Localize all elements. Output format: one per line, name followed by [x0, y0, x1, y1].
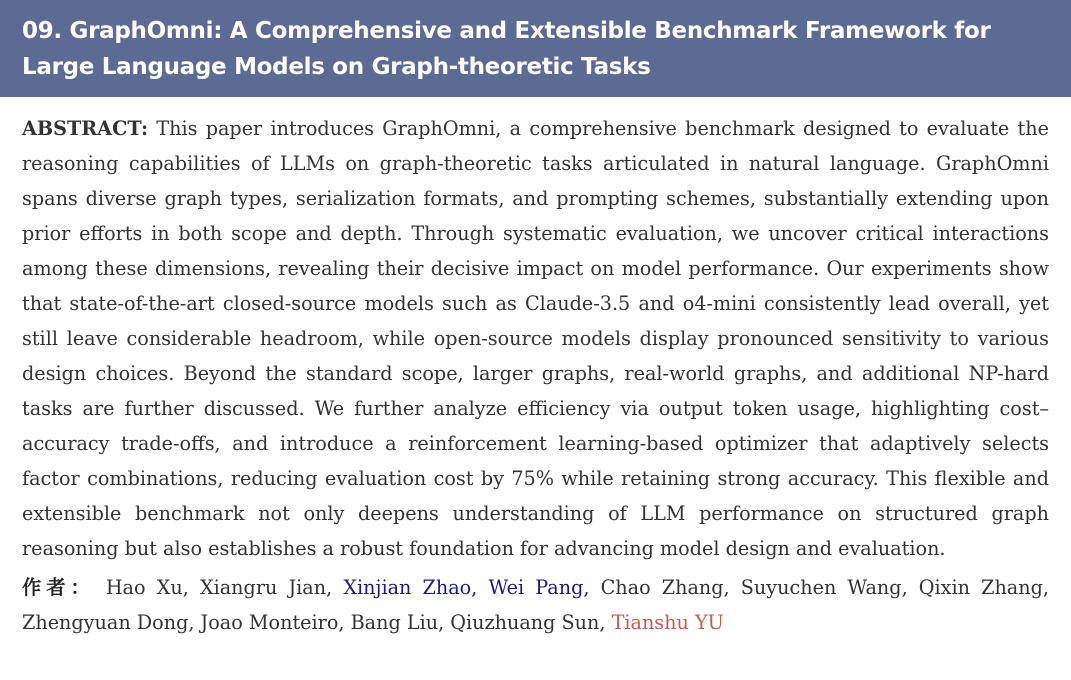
abstract-text: This paper introduces GraphOmni, a comprehensive benchmark designed to evaluate the reasoning capabilities of LLMs on graph-theoretic tasks articulated in natural language. GraphOmni spans diverse graph types, serialization formats, and prompting schemes, substantially extending upon prior efforts in both scope and depth. Through systematic evaluation, we uncover critical interactions among these dimensions, revealing their decisive impact on model performance. Our experiments show that state-of-the-art closed-source models such as Claude-3.5 and o4-mini consistently lead overall, yet still leave considerable headroom, while open-source models display pronounced sensitivity to various design choices. Beyond the standard scope, larger graphs, real-world graphs, and additional NP-hard tasks are further discussed. We further analyze efficiency via output token usage, highlighting cost–accuracy trade-offs, and introduce a reinforcement learning-based optimizer that adaptively selects factor combinations, reducing evaluation cost by 75% while retaining strong accuracy. This flexible and extensible benchmark not only deepens understanding of LLM performance on structured graph reasoning but also establishes a robust foundation for advancing model design and evaluation.: [22, 117, 1049, 560]
abstract-paragraph: [22, 111, 1049, 566]
authors-group-highlighted: Xinjian Zhao, Wei Pang,: [343, 576, 590, 599]
authors-group-3: Chao Zhang, Suyuchen Wang, Qixin Zhang, Zhengyuan Dong, Joao Monteiro, Bang Liu, Qiuzhuang Sun,: [22, 576, 1049, 634]
paper-body: [0, 97, 1071, 640]
paper-title-banner: [0, 0, 1071, 97]
authors-line: [22, 570, 1049, 640]
paper-title: 09. GraphOmni: A Comprehensive and Extensible Benchmark Framework for Large Language Models on Graph-theoretic Tasks: [22, 18, 991, 80]
authors-group-1: Hao Xu, Xiangru Jian,: [105, 576, 333, 599]
authors-group-corresponding: Tianshu YU: [611, 611, 724, 634]
authors-label: 作者：: [22, 576, 95, 599]
abstract-label: ABSTRACT:: [22, 117, 149, 140]
